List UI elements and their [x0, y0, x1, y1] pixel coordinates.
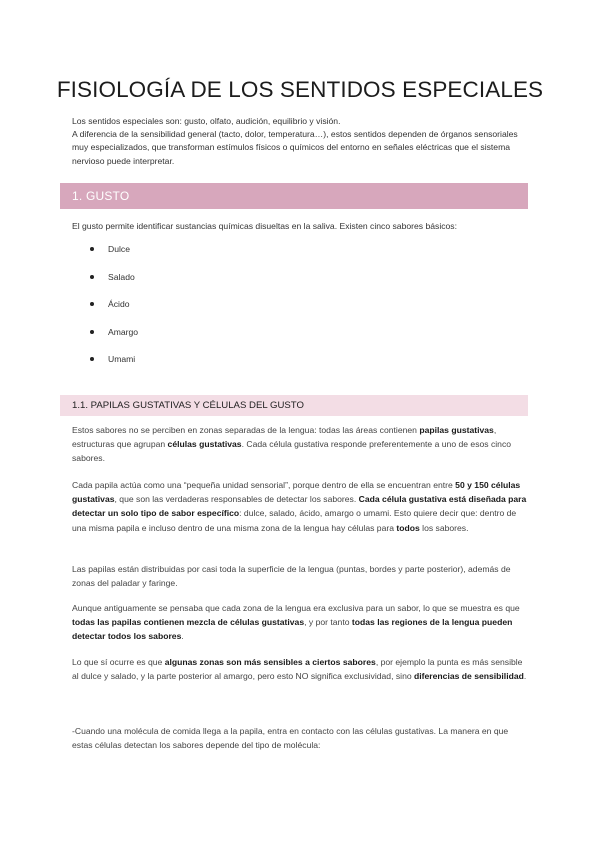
- taste-label: Dulce: [108, 244, 130, 254]
- bold-term: Cada célula gustativa está diseñada para detectar un solo tipo de sabor específico: [72, 494, 527, 519]
- text-run: Aunque antiguamente se pensaba que cada zona de la lengua era exclusiva para un sabor, lo que se muestra es que: [72, 603, 520, 613]
- bold-term: células gustativas: [167, 439, 242, 450]
- taste-label: Ácido: [108, 299, 130, 309]
- bold-term: papilas gustativas: [419, 425, 494, 435]
- text-run: .: [523, 671, 527, 682]
- bullet-icon: [90, 357, 94, 361]
- taste-label: Salado: [108, 271, 135, 282]
- bold-term: todas las regiones de la lengua pueden detectar todos los sabores: [72, 617, 513, 642]
- text-run: , y por tanto: [304, 617, 352, 628]
- bold-term: diferencias de sensibilidad: [414, 671, 524, 682]
- text-run: Lo que sí ocurre es que: [72, 657, 165, 667]
- text-run: , por ejemplo la punta es más sensible al dulce y salado, y la parte posterior al amargo, pero esto NO significa exclusividad, sino: [72, 657, 523, 682]
- list-item: [72, 354, 138, 382]
- bullet-icon: [90, 247, 94, 251]
- text-run: , que son las verdaderas responsables de detectar los sabores.: [114, 494, 359, 505]
- bullet-icon: [90, 330, 94, 334]
- text-run: : dulce, salado, ácido, amargo o umami. Esto quiere decir que: dentro de una misma papila e incluso dentro de una misma zona de la lengua hay células para: [72, 508, 517, 533]
- section-heading-label: 1. GUSTO: [72, 189, 130, 203]
- bold-term: todos: [396, 522, 420, 533]
- text-run: los sabores.: [419, 522, 469, 533]
- taste-label: Amargo: [108, 326, 139, 337]
- paragraph-unidad-sensorial: [72, 478, 528, 535]
- intro-line-difference: A diferencia de la sensibilidad general (tacto, dolor, temperatura…), estos sentidos dependen de órganos sensoriales muy especializados, que transforman estímulos físicos o químicos del entorno en señales eléctricas que el sistema nervioso puede interpretar.: [72, 129, 518, 166]
- gusto-intro-text: El gusto permite identificar sustancias químicas disueltas en la saliva. Existen cinco sabores básicos:: [72, 221, 457, 231]
- text-run: Cada papila actúa como una “pequeña unidad sensorial”, porque dentro de ella se encuentran entre: [72, 480, 456, 490]
- bullet-icon: [90, 275, 94, 279]
- bold-term: 50 y 150 células gustativas: [72, 480, 521, 505]
- text-run: . Cada célula gustativa responde preferentemente a uno de esos cinco sabores.: [72, 439, 512, 464]
- text-run: .: [181, 631, 184, 642]
- taste-list: [72, 244, 138, 382]
- bold-term: algunas zonas son más sensibles a ciertos sabores: [164, 657, 376, 667]
- paragraph-antiguamente: [72, 601, 528, 644]
- list-item: [72, 272, 138, 300]
- text-run: , estructuras que agrupan: [72, 425, 497, 450]
- intro-block: [72, 115, 530, 168]
- bullet-icon: [90, 302, 94, 306]
- text-run: Estos sabores no se perciben en zonas separadas de la lengua: todas las áreas contienen: [72, 425, 420, 435]
- paragraph-sensibilidad: [72, 655, 528, 683]
- paragraph-molecula: -Cuando una molécula de comida llega a la papila, entra en contacto con las células gustativas. La manera en que estas células detectan los sabores depende del tipo de molécula:: [72, 726, 509, 751]
- list-item: [72, 244, 138, 272]
- taste-label: Umami: [108, 354, 136, 364]
- intro-line-senses: Los sentidos especiales son: gusto, olfato, audición, equilibrio y visión.: [72, 116, 341, 126]
- list-item: [72, 299, 138, 327]
- page-title: FISIOLOGÍA DE LOS SENTIDOS ESPECIALES: [56, 77, 544, 102]
- bold-term: todas las papilas contienen mezcla de células gustativas: [72, 617, 305, 628]
- section-heading-gusto: [60, 183, 528, 209]
- paragraph-distribucion: Las papilas están distribuidas por casi toda la superficie de la lengua (puntas, bordes y parte posterior), además de zonas del paladar y faringe.: [72, 564, 511, 589]
- subsection-heading-papilas: [60, 395, 528, 416]
- subsection-heading-label: 1.1. PAPILAS GUSTATIVAS Y CÉLULAS DEL GUSTO: [72, 400, 304, 411]
- list-item: [72, 327, 138, 355]
- paragraph-papilas-intro: [72, 423, 528, 466]
